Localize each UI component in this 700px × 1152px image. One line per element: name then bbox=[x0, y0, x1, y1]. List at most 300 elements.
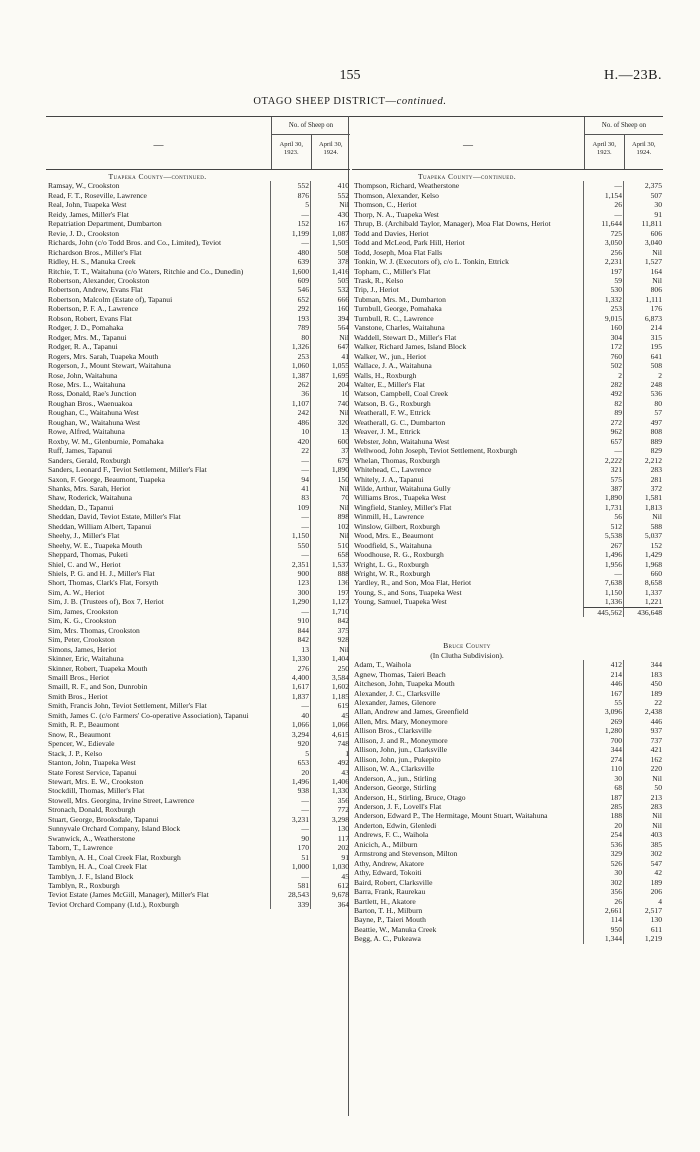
sheep-1923-cell: 30 bbox=[583, 774, 623, 783]
owner-name: Wallace, J. A., Waitahuna bbox=[354, 361, 432, 371]
owner-name: Sheppard, Thomas, Puketi bbox=[48, 550, 129, 560]
owner-name: Todd, Joseph, Moa Flat Falls bbox=[354, 247, 443, 257]
sheep-1924-cell: 1,968 bbox=[623, 560, 663, 569]
table-row bbox=[352, 484, 663, 493]
owner-name: Whitehead, C., Lawrence bbox=[354, 465, 432, 475]
sheep-1923-cell: 110 bbox=[583, 764, 623, 773]
owner-name: Tamblyn, A. H., Coal Creek Flat, Roxburgh bbox=[48, 852, 181, 862]
owner-name: Richardson Bros., Miller's Flat bbox=[48, 247, 142, 257]
owner-name: Stewart, Mrs. E. W., Crookston bbox=[48, 777, 144, 786]
table-row bbox=[46, 285, 350, 294]
table-row bbox=[352, 446, 663, 455]
sheep-1923-cell: 480 bbox=[270, 248, 310, 257]
owner-name: Allen, Mrs. Mary, Moneymore bbox=[354, 716, 448, 726]
table-row bbox=[352, 285, 663, 294]
table-row bbox=[46, 815, 350, 824]
sheep-1923-cell: — bbox=[270, 465, 310, 474]
sheep-1924-cell: 2 bbox=[623, 371, 663, 380]
table-row bbox=[46, 248, 350, 257]
sheep-1923-cell: 344 bbox=[583, 745, 623, 754]
table-row bbox=[46, 616, 350, 625]
sheep-1923-cell: 3,050 bbox=[583, 238, 623, 247]
sheep-1923-cell: 304 bbox=[583, 333, 623, 342]
sheep-1924-cell: 619 bbox=[310, 701, 350, 710]
table-row bbox=[46, 323, 350, 332]
owner-name: Sanders, Leonard F., Teviot Settlement, Miller's Flat bbox=[48, 465, 207, 475]
table-row bbox=[352, 849, 663, 858]
table-row bbox=[352, 588, 663, 597]
sheep-1923-cell: 725 bbox=[583, 229, 623, 238]
table-row bbox=[46, 399, 350, 408]
sheep-1923-cell: 3,294 bbox=[270, 730, 310, 739]
sheep-1923-cell: 28,543 bbox=[270, 890, 310, 899]
sheep-1924-cell: 2,375 bbox=[623, 181, 663, 190]
owner-name: Shiel, C. and W., Heriot bbox=[48, 559, 121, 569]
sheep-1924-cell: 302 bbox=[623, 849, 663, 858]
table-row bbox=[46, 314, 350, 323]
sheep-1924-cell: 30 bbox=[623, 200, 663, 209]
page-title bbox=[0, 96, 700, 107]
owner-name: Adam, T., Waihola bbox=[354, 660, 411, 670]
owner-name: Watson, Campbell, Coal Creek bbox=[354, 389, 449, 399]
sheep-1923-cell: 900 bbox=[270, 569, 310, 578]
table-row bbox=[46, 560, 350, 569]
owner-name: Smaill, R. F., and Son, Dunrobin bbox=[48, 682, 148, 692]
owner-name: Wright, W. R., Roxburgh bbox=[354, 569, 431, 579]
sheep-1924-cell: 641 bbox=[623, 352, 663, 361]
owner-name: Reidy, James, Miller's Flat bbox=[48, 209, 129, 219]
sheep-1924-cell: 1,127 bbox=[310, 597, 350, 606]
owner-name: Allison, W. A., Clarksville bbox=[354, 764, 435, 774]
sheep-1923-cell: 56 bbox=[583, 512, 623, 521]
table-row bbox=[46, 862, 350, 871]
owner-name: Topham, C., Miller's Flat bbox=[354, 266, 431, 276]
sheep-1923-cell: 114 bbox=[583, 915, 623, 924]
table-row bbox=[46, 853, 350, 862]
table-row bbox=[46, 333, 350, 342]
sheep-1924-cell: Nil bbox=[310, 408, 350, 417]
owner-name: Short, Thomas, Clark's Flat, Forsyth bbox=[48, 578, 159, 588]
owner-name: Ramsay, W., Crookston bbox=[48, 181, 120, 191]
sheep-1923-cell: 502 bbox=[583, 361, 623, 370]
table-row bbox=[46, 295, 350, 304]
table-row bbox=[352, 878, 663, 887]
sheep-1923-cell: 1,387 bbox=[270, 371, 310, 380]
table-row bbox=[352, 295, 663, 304]
sheep-1923-cell: 575 bbox=[583, 475, 623, 484]
table-row bbox=[46, 342, 350, 351]
owner-name: Shaw, Roderick, Waitahuna bbox=[48, 493, 132, 503]
sheep-1924-cell: 1,030 bbox=[310, 862, 350, 871]
owner-name: Wood, Mrs. E., Beaumont bbox=[354, 531, 434, 541]
sheep-1923-cell: 1,731 bbox=[583, 503, 623, 512]
owner-name: Rowe, Alfred, Waitahuna bbox=[48, 427, 125, 437]
sheep-1923-cell: 1,280 bbox=[583, 726, 623, 735]
owner-name: Agnew, Thomas, Taieri Beach bbox=[354, 669, 446, 679]
sheep-1924-cell: 45 bbox=[310, 872, 350, 881]
sheep-1924-cell: 2,438 bbox=[623, 707, 663, 716]
sheep-1924-cell: 510 bbox=[310, 541, 350, 550]
sheep-1923-cell: — bbox=[270, 796, 310, 805]
sheep-1924-cell: 660 bbox=[623, 569, 663, 578]
owner-name: Walker, Richard James, Island Block bbox=[354, 342, 467, 352]
left-column bbox=[46, 117, 350, 909]
table-row bbox=[46, 503, 350, 512]
sheep-1923-cell: 1,617 bbox=[270, 682, 310, 691]
table-row bbox=[352, 560, 663, 569]
sheep-1923-cell: 83 bbox=[270, 493, 310, 502]
table-row bbox=[352, 304, 663, 313]
sheep-1923-cell: — bbox=[270, 701, 310, 710]
sheep-1924-cell: 1,111 bbox=[623, 295, 663, 304]
owner-name: Thomson, Alexander, Kelso bbox=[354, 190, 439, 200]
table-row bbox=[352, 361, 663, 370]
owner-name: Allison, J. and R., Moneymore bbox=[354, 735, 448, 745]
sheep-1923-cell: 581 bbox=[270, 881, 310, 890]
table-row bbox=[46, 701, 350, 710]
owner-name: Robertson, Andrew, Evans Flat bbox=[48, 285, 143, 295]
owner-name: Tamblyn, H. A., Coal Creek Flat bbox=[48, 862, 147, 872]
sheep-1923-cell: 526 bbox=[583, 859, 623, 868]
sheep-1923-cell: 256 bbox=[583, 248, 623, 257]
sheep-1923-cell: 1,332 bbox=[583, 295, 623, 304]
table-row bbox=[352, 887, 663, 896]
table-row bbox=[46, 645, 350, 654]
sheep-1923-cell: 82 bbox=[583, 399, 623, 408]
table-row bbox=[46, 484, 350, 493]
header-col-1924: April 30, 1924. bbox=[624, 135, 664, 169]
sheep-1924-cell: 600 bbox=[310, 437, 350, 446]
sheep-1924-cell: 806 bbox=[623, 285, 663, 294]
sheep-1924-cell: 197 bbox=[310, 588, 350, 597]
sheep-1924-cell: 1,813 bbox=[623, 503, 663, 512]
sheep-1923-cell: 59 bbox=[583, 276, 623, 285]
table-row bbox=[352, 437, 663, 446]
sheep-1924-cell: 772 bbox=[310, 805, 350, 814]
table-row bbox=[352, 276, 663, 285]
table-row bbox=[46, 607, 350, 616]
sheep-1924-cell: 150 bbox=[310, 475, 350, 484]
owner-name: Stack, J. P., Kelso bbox=[48, 748, 103, 758]
table-row bbox=[352, 783, 663, 792]
section-heading bbox=[46, 170, 350, 181]
sheep-1923-cell: — bbox=[270, 238, 310, 247]
table-row bbox=[46, 352, 350, 361]
table-row bbox=[46, 191, 350, 200]
sheep-1923-cell: 20 bbox=[583, 821, 623, 830]
sheep-1923-cell: 276 bbox=[270, 664, 310, 673]
sheep-1923-cell: 1,326 bbox=[270, 342, 310, 351]
sheep-1923-cell: 214 bbox=[583, 670, 623, 679]
table-row bbox=[352, 342, 663, 351]
owner-name: Rose, John, Waitahuna bbox=[48, 370, 118, 380]
sheep-1924-cell: Nil bbox=[310, 503, 350, 512]
sheep-1924-cell: 202 bbox=[310, 843, 350, 852]
sheep-1924-cell: 176 bbox=[623, 304, 663, 313]
owner-name: Athy, Edward, Tokoiti bbox=[354, 868, 422, 878]
table-row bbox=[46, 427, 350, 436]
owner-name: Smith, James C. (c/o Farmers' Co-operative Association), Tapanui bbox=[48, 710, 249, 720]
table-row bbox=[46, 626, 350, 635]
table-header-right bbox=[352, 117, 663, 170]
table-row bbox=[352, 531, 663, 540]
table-row bbox=[352, 323, 663, 332]
sheep-1923-cell: 7,638 bbox=[583, 578, 623, 587]
sheep-1924-cell: 1 bbox=[310, 749, 350, 758]
sheep-1923-cell: 2,222 bbox=[583, 456, 623, 465]
table-row bbox=[352, 578, 663, 587]
sheep-1923-cell: 653 bbox=[270, 758, 310, 767]
sheep-1923-cell: 30 bbox=[583, 868, 623, 877]
owner-name: Vanstone, Charles, Waitahuna bbox=[354, 323, 445, 333]
owner-name: Wellwood, John Joseph, Teviot Settlement, Roxburgh bbox=[354, 446, 518, 456]
table-row bbox=[46, 730, 350, 739]
owner-name: Tamblyn, J. F., Island Block bbox=[48, 871, 134, 881]
sheep-1924-cell: 3,584 bbox=[310, 673, 350, 682]
sheep-1924-cell: 658 bbox=[310, 550, 350, 559]
sheep-1924-cell: 1,219 bbox=[623, 934, 663, 943]
header-dash: — bbox=[153, 140, 164, 151]
sheep-1924-cell: 356 bbox=[310, 796, 350, 805]
sheep-1924-cell: 91 bbox=[623, 210, 663, 219]
sheep-1923-cell: — bbox=[583, 210, 623, 219]
sheep-1924-cell: 283 bbox=[623, 802, 663, 811]
sheep-1924-cell: Nil bbox=[310, 200, 350, 209]
table-row bbox=[352, 352, 663, 361]
sheep-1923-cell: 40 bbox=[270, 711, 310, 720]
owner-name: Young, Samuel, Tuapeka West bbox=[354, 597, 447, 607]
sheep-1923-cell: — bbox=[270, 512, 310, 521]
owner-name: Revie, J. D., Crookston bbox=[48, 228, 120, 238]
sheep-1923-cell: 910 bbox=[270, 616, 310, 625]
owner-name: Skinner, Robert, Tuapeka Mouth bbox=[48, 663, 148, 673]
table-row bbox=[46, 531, 350, 540]
table-row bbox=[46, 881, 350, 890]
sheep-1924-cell: 508 bbox=[310, 248, 350, 257]
header-col-1923: April 30, 1923. bbox=[592, 141, 616, 156]
header-group-label: No. of Sheep on bbox=[272, 117, 350, 135]
owner-name: Trip, J., Heriot bbox=[354, 285, 399, 295]
owner-name: Swanwick, A., Weatherstone bbox=[48, 833, 136, 843]
sheep-1923-cell: 36 bbox=[270, 389, 310, 398]
sheep-1924-cell: 5,037 bbox=[623, 531, 663, 540]
sheep-1923-cell: 639 bbox=[270, 257, 310, 266]
sheep-1923-cell: 1,496 bbox=[270, 777, 310, 786]
sheep-1924-cell: 4 bbox=[623, 897, 663, 906]
sheep-1923-cell: 652 bbox=[270, 295, 310, 304]
sheep-1924-cell: 315 bbox=[623, 333, 663, 342]
sheep-1924-cell: 213 bbox=[623, 793, 663, 802]
table-row bbox=[352, 774, 663, 783]
sheep-1924-cell: 588 bbox=[623, 522, 663, 531]
sheep-1924-cell: 45 bbox=[310, 711, 350, 720]
owner-name: Stowell, Mrs. Georgina, Irvine Street, Lawrence bbox=[48, 795, 195, 805]
sheep-1923-cell: — bbox=[270, 550, 310, 559]
sheep-1923-cell: 1,107 bbox=[270, 399, 310, 408]
sheep-1924-cell: 167 bbox=[310, 219, 350, 228]
owner-name: Rodger, R. A., Tapanui bbox=[48, 342, 118, 352]
table-row bbox=[46, 522, 350, 531]
table-row bbox=[46, 569, 350, 578]
table-row bbox=[46, 739, 350, 748]
owner-name: Ritchie, T. T., Waitahuna (c/o Waters, Ritchie and Co., Dunedin) bbox=[48, 266, 244, 276]
owner-name: Athy, Andrew, Akatore bbox=[354, 858, 424, 868]
owner-name: Shanks, Mrs. Sarah, Heriot bbox=[48, 483, 131, 493]
owner-name: Snow, R., Beaumont bbox=[48, 729, 111, 739]
sheep-1924-cell: 364 bbox=[310, 900, 350, 909]
table-row bbox=[352, 238, 663, 247]
sheep-1923-cell: 2,351 bbox=[270, 560, 310, 569]
owner-name: Repatriation Department, Dumbarton bbox=[48, 219, 162, 229]
sheep-1924-cell: 4,615 bbox=[310, 730, 350, 739]
table-row bbox=[352, 267, 663, 276]
title-main: OTAGO SHEEP DISTRICT— bbox=[253, 96, 397, 107]
table-row bbox=[352, 522, 663, 531]
sheep-1923-cell: 242 bbox=[270, 408, 310, 417]
sheep-1924-cell: 492 bbox=[310, 758, 350, 767]
owner-name: Sim, Mrs. Thomas, Crookston bbox=[48, 625, 140, 635]
table-row bbox=[46, 257, 350, 266]
sheep-1924-cell: 889 bbox=[623, 437, 663, 446]
sheep-1924-cell: 136 bbox=[310, 578, 350, 587]
owner-name: Winslow, Gilbert, Roxburgh bbox=[354, 521, 440, 531]
owner-name: Walter, E., Miller's Flat bbox=[354, 379, 425, 389]
table-row bbox=[352, 210, 663, 219]
sheep-1924-cell: 497 bbox=[623, 418, 663, 427]
sheep-1924-cell: 152 bbox=[623, 541, 663, 550]
section-heading bbox=[352, 639, 663, 650]
owner-name: Winmill, H., Lawrence bbox=[354, 512, 424, 522]
sheep-1924-cell: 1,890 bbox=[310, 465, 350, 474]
owner-name: Read, F. T., Roseville, Lawrence bbox=[48, 190, 147, 200]
owner-name: Turnbull, George, Pomahaka bbox=[354, 304, 442, 314]
table-row bbox=[46, 238, 350, 247]
sheep-1924-cell: 1,087 bbox=[310, 229, 350, 238]
owner-name: Simons, James, Heriot bbox=[48, 644, 117, 654]
owner-name: Allan, Andrew and James, Greenfield bbox=[354, 707, 469, 717]
sheep-1923-cell: — bbox=[270, 607, 310, 616]
sheep-1923-cell: 187 bbox=[583, 793, 623, 802]
sheep-1923-cell: 193 bbox=[270, 314, 310, 323]
owner-name: Bartlett, H., Akatore bbox=[354, 896, 416, 906]
sheep-1923-cell: 1,000 bbox=[270, 862, 310, 871]
section-title: Tuapeka County—continued. bbox=[417, 172, 517, 181]
owner-name: Tonkin, W. J. (Executors of), c/o L. Tonkin, Ettrick bbox=[354, 257, 509, 267]
table-row bbox=[46, 418, 350, 427]
sheep-1923-cell: 339 bbox=[270, 900, 310, 909]
sheep-1924-cell: 37 bbox=[310, 446, 350, 455]
right-column bbox=[352, 117, 663, 944]
section-heading bbox=[352, 170, 663, 181]
owner-name: Tubman, Mrs. M., Dumbarton bbox=[354, 294, 446, 304]
sheep-1924-cell: 611 bbox=[623, 925, 663, 934]
sheep-1923-cell: 609 bbox=[270, 276, 310, 285]
sheep-1924-cell: 183 bbox=[623, 670, 663, 679]
sheep-1923-cell: 51 bbox=[270, 853, 310, 862]
sheep-1924-cell: 57 bbox=[623, 408, 663, 417]
table-row bbox=[46, 588, 350, 597]
sheep-1923-cell: 13 bbox=[270, 645, 310, 654]
table-row bbox=[352, 333, 663, 342]
sheep-1924-cell: 928 bbox=[310, 635, 350, 644]
owner-name: Wilde, Arthur, Waitahuna Gully bbox=[354, 483, 451, 493]
table-row bbox=[352, 906, 663, 915]
sheep-1923-cell: 5 bbox=[270, 200, 310, 209]
table-row bbox=[46, 267, 350, 276]
sheep-1923-cell: 387 bbox=[583, 484, 623, 493]
sheep-1924-cell: 547 bbox=[623, 859, 663, 868]
sheep-1924-cell: 248 bbox=[623, 380, 663, 389]
sheep-1923-cell: 789 bbox=[270, 323, 310, 332]
owner-name: Smith, R. P., Beaumont bbox=[48, 720, 120, 730]
table-row bbox=[352, 707, 663, 716]
title-continued: continued. bbox=[396, 96, 447, 107]
header-sheep-group bbox=[271, 117, 350, 169]
owner-name: Alexander, James, Glenore bbox=[354, 698, 436, 708]
sheep-1924-cell: 647 bbox=[310, 342, 350, 351]
table-row bbox=[352, 802, 663, 811]
owner-name: Weatherall, F. W., Ettrick bbox=[354, 408, 431, 418]
owner-name: Weatherall, G. C., Dumbarton bbox=[354, 417, 446, 427]
table-row bbox=[352, 925, 663, 934]
owner-name: Wright, L. G., Roxburgh bbox=[354, 559, 429, 569]
sheep-1924-cell: 829 bbox=[623, 446, 663, 455]
sheep-1923-cell: 11,644 bbox=[583, 219, 623, 228]
table-row bbox=[46, 229, 350, 238]
owner-name: Sheehy, W. E., Tuapeka Mouth bbox=[48, 540, 143, 550]
sheep-1924-cell: 1,221 bbox=[623, 597, 663, 606]
table-row bbox=[46, 682, 350, 691]
sheep-1923-cell: — bbox=[270, 805, 310, 814]
sheep-1923-cell: 269 bbox=[583, 717, 623, 726]
sheep-1923-cell: — bbox=[270, 872, 310, 881]
table-row bbox=[352, 617, 663, 639]
sheep-1923-cell: 412 bbox=[583, 660, 623, 669]
owner-name: Aitcheson, John, Tuapeka Mouth bbox=[354, 679, 455, 689]
sheep-1924-cell: 160 bbox=[310, 304, 350, 313]
owner-name: Ruff, James, Tapanui bbox=[48, 446, 113, 456]
sheep-1923-cell: 2,231 bbox=[583, 257, 623, 266]
sheep-1923-cell: 109 bbox=[270, 503, 310, 512]
owner-name: Robertson, Malcolm (Estate of), Tapanui bbox=[48, 294, 173, 304]
table-row bbox=[46, 304, 350, 313]
table-row bbox=[352, 465, 663, 474]
owner-name: Anderson, H., Stirling, Bruce, Otago bbox=[354, 792, 466, 802]
table-row bbox=[46, 371, 350, 380]
table-row bbox=[352, 679, 663, 688]
sheep-1924-cell: 189 bbox=[623, 878, 663, 887]
table-row bbox=[352, 380, 663, 389]
sheep-1923-cell: 486 bbox=[270, 418, 310, 427]
table-row bbox=[46, 673, 350, 682]
owner-name: Webster, John, Waitahuna West bbox=[354, 436, 450, 446]
sheep-1924-cell: 6,873 bbox=[623, 314, 663, 323]
table-row bbox=[46, 475, 350, 484]
sheep-1924-cell: 1,695 bbox=[310, 371, 350, 380]
sheep-1924-cell: 564 bbox=[310, 323, 350, 332]
sheep-1923-cell: 160 bbox=[583, 323, 623, 332]
table-row bbox=[352, 934, 663, 943]
owner-name: Williams Bros., Tuapeka West bbox=[354, 493, 446, 503]
table-row bbox=[46, 361, 350, 370]
table-row bbox=[46, 550, 350, 559]
owner-name: Stronach, Donald, Roxburgh bbox=[48, 805, 136, 815]
table-row bbox=[46, 768, 350, 777]
owner-name: Beattie, W., Manuka Creek bbox=[354, 924, 437, 934]
header-dash: — bbox=[463, 140, 473, 151]
section-heading bbox=[352, 651, 663, 660]
table-row bbox=[352, 541, 663, 550]
